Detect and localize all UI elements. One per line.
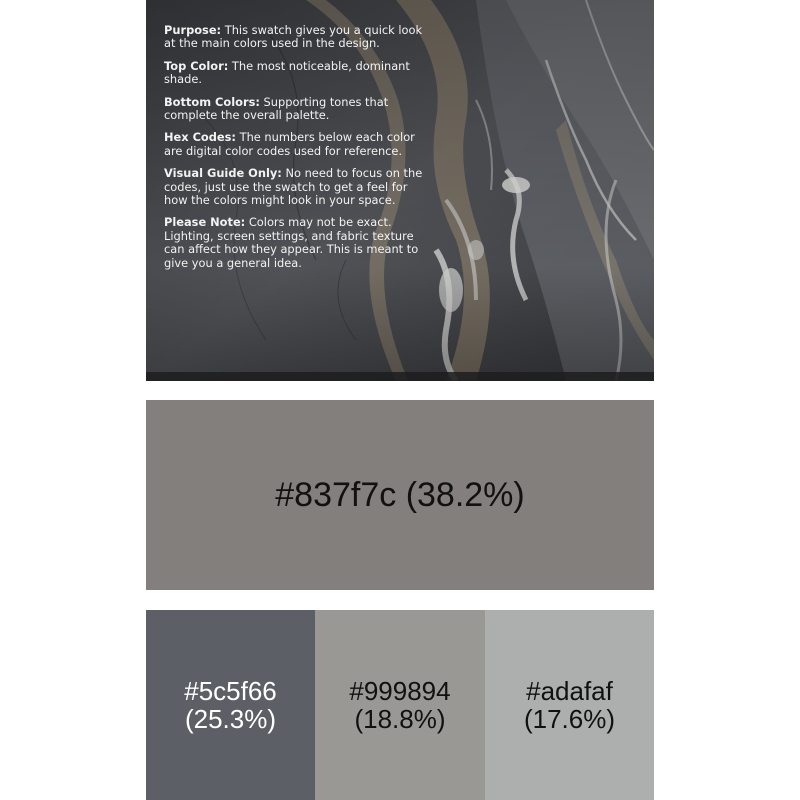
dominant-color-label: #837f7c (38.2%) xyxy=(275,475,525,514)
supporting-color-swatch-2 xyxy=(315,610,485,800)
color-hex-label: #5c5f66 xyxy=(184,676,277,706)
info-label: Top Color: xyxy=(164,58,229,73)
info-body: Colors may not be exact. Lighting, screen settings, and fabric texture can affect how they appear. This is meant to give you a general idea. xyxy=(164,215,419,270)
info-label: Hex Codes: xyxy=(164,130,236,145)
info-label: Bottom Colors: xyxy=(164,94,260,109)
info-label: Visual Guide Only: xyxy=(164,166,282,181)
info-body: Supporting tones that complete the overall palette. xyxy=(164,94,389,123)
info-top-color xyxy=(164,60,432,87)
marble-photo xyxy=(146,0,654,381)
color-percent-label: (17.6%) xyxy=(523,704,616,734)
info-label: Please Note: xyxy=(164,215,246,230)
supporting-color-swatch-1 xyxy=(146,610,315,800)
color-hex-label: #adafaf xyxy=(526,676,613,706)
info-purpose xyxy=(164,24,432,51)
info-label: Purpose: xyxy=(164,23,222,37)
color-hex-label: #999894 xyxy=(349,676,451,706)
info-please-note xyxy=(164,216,432,270)
info-body: The most noticeable, dominant shade. xyxy=(164,58,410,87)
color-percent-label: (18.8%) xyxy=(354,704,446,734)
dominant-color-swatch xyxy=(146,400,654,590)
info-bottom-colors xyxy=(164,96,432,123)
info-body: The numbers below each color are digital color codes used for reference. xyxy=(164,130,415,158)
info-text xyxy=(164,24,432,279)
info-body: No need to focus on the codes, just use the swatch to get a feel for how the colors might look in your space. xyxy=(164,166,423,208)
color-percent-label: (25.3%) xyxy=(184,704,277,734)
supporting-color-swatch-3 xyxy=(485,610,654,800)
info-visual-guide xyxy=(164,167,432,207)
info-hex-codes xyxy=(164,131,432,158)
info-body: This swatch gives you a quick look at the main colors used in the design. xyxy=(164,23,423,51)
